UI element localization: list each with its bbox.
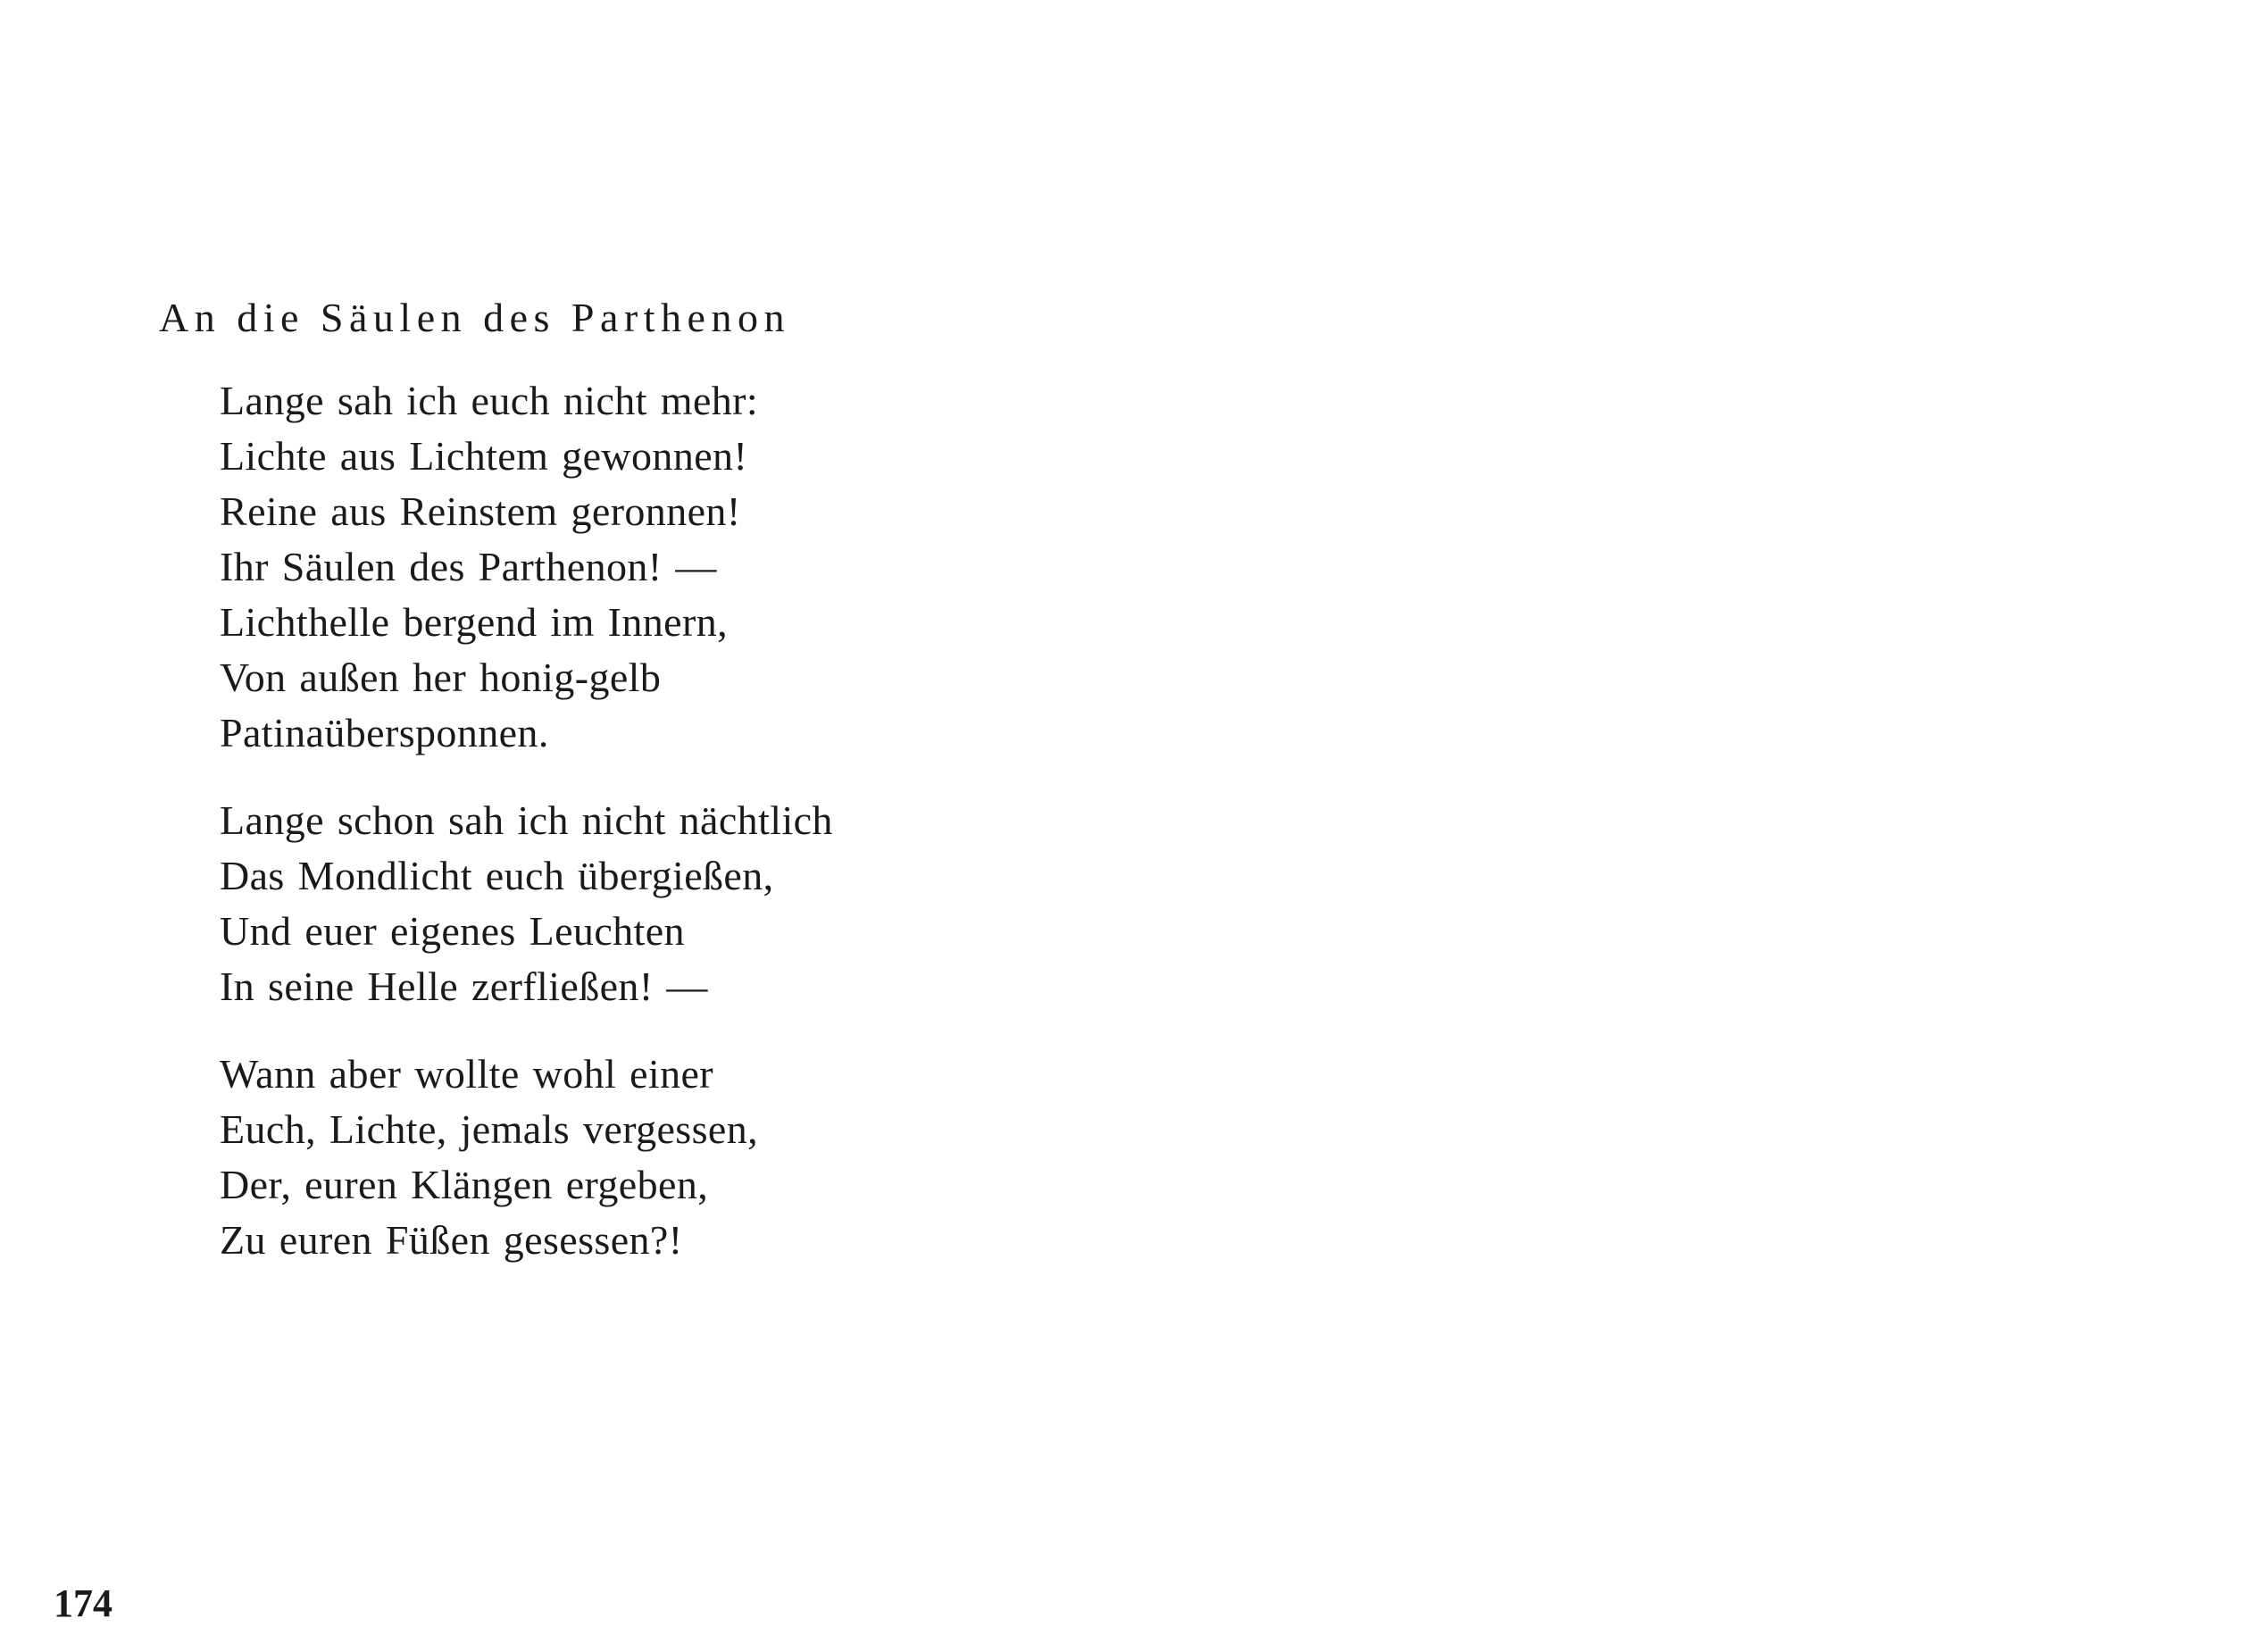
- poem-line: Lichthelle bergend im Innern,: [220, 599, 729, 645]
- page-number: 174: [54, 1581, 113, 1625]
- stanza-2: [220, 793, 833, 1014]
- poem-line: Wann aber wollte wohl einer: [220, 1051, 714, 1097]
- poem-line: Reine aus Reinstem geronnen!: [220, 488, 741, 534]
- poem-line: Lichte aus Lichtem gewonnen!: [220, 433, 748, 479]
- poem-line: Zu euren Füßen gesessen?!: [220, 1217, 683, 1263]
- poem-line: Euch, Lichte, jemals vergessen,: [220, 1106, 759, 1152]
- poem-title: An die Säulen des Parthenon: [159, 294, 790, 340]
- poem-line: Lange sah ich euch nicht mehr:: [220, 378, 759, 423]
- poem-line: Und euer eigenes Leuchten: [220, 908, 685, 954]
- stanza-1: [220, 373, 833, 761]
- poem-line: Patinaübersponnen.: [220, 710, 549, 755]
- poem-line: Ihr Säulen des Parthenon! —: [220, 544, 717, 589]
- poem-line: Das Mondlicht euch übergießen,: [220, 853, 774, 898]
- poem-line: In seine Helle zerfließen! —: [220, 964, 708, 1009]
- poem-line: Der, euren Klängen ergeben,: [220, 1162, 709, 1207]
- poem-body: [220, 373, 833, 1300]
- poem-line: Von außen her honig-gelb: [220, 655, 662, 700]
- stanza-3: [220, 1047, 833, 1268]
- poem-line: Lange schon sah ich nicht nächtlich: [220, 797, 833, 843]
